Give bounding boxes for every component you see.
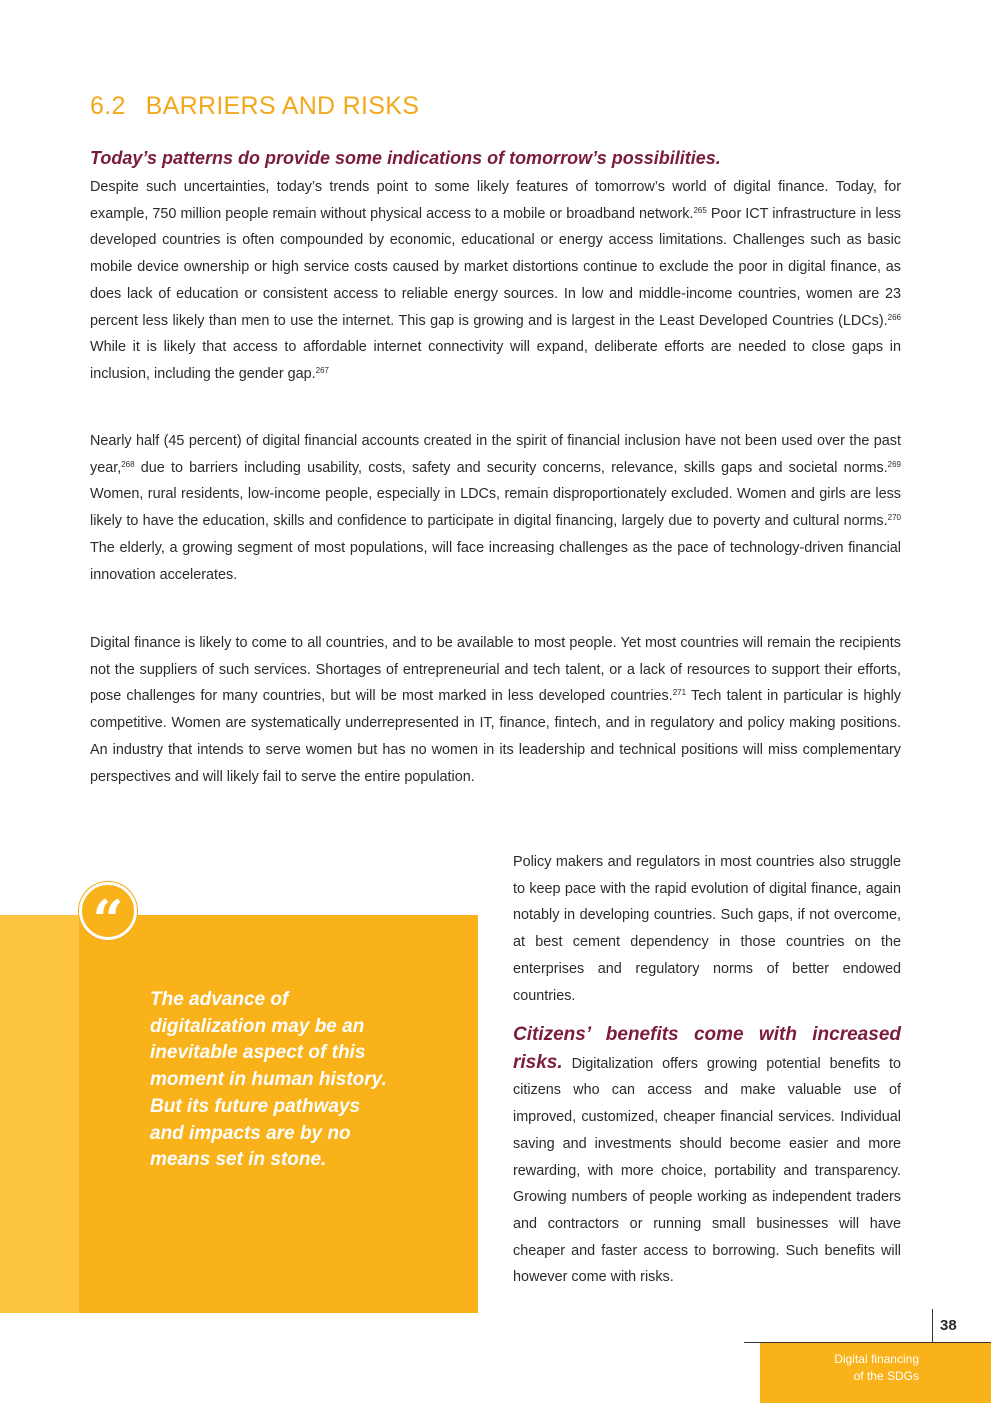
section-number: 6.2: [90, 92, 126, 120]
subheading: Today’s patterns do provide some indications of tomorrow’s possibilities.: [90, 148, 721, 168]
paragraph-2: Nearly half (45 percent) of digital financial accounts created in the spirit of financial inclusion have not been used over the past year,$^{268}$ due to barriers including usability, costs, safety and security concerns, relevance, skills gaps and societal norms.$^{269}$ Women, rural residents, low-income people, especially in LDCs, remain disproportionately excluded. Women and girls are less likely to have the education, skills and confidence to participate in digital financing, largely due to poverty and cultural norms.$^{270}$ The elderly, a growing segment of most populations, will face increasing challenges as the pace of technology-driven financial innovation accelerates.: [90, 433, 901, 583]
paragraph-3: Digital finance is likely to come to all countries, and to be available to most people. Yet most countries will remain the recipients not the suppliers of such services. Shortages of entrepreneurial and tech talent, or a lack of resources to support their efforts, pose challenges for many countries, but will be most marked in less developed countries.$^{271}$ Tech talent in particular is highly competitive. Women are systematically underrepresented in IT, finance, fintech, and in regulatory and policy making positions. An industry that intends to serve women but has no women in its leadership and technical positions will miss complementary perspectives and will likely fail to serve the entire population.: [90, 635, 902, 785]
paragraph-4: Policy makers and regulators in most countries also struggle to keep pace with the rapid evolution of digital finance, again notably in developing countries. Such gaps, if not overcome, at best cement dependency in those countries on the enterprises and regulatory norms of better endowed countries.: [513, 854, 901, 1004]
footnote-ref: 269: [887, 459, 901, 469]
footnote-ref: 270: [887, 513, 901, 523]
paragraph-lead: Citizens’ benefits come with increased risks.: [513, 1024, 901, 1073]
page-number: 38: [940, 1317, 957, 1334]
quote-mark-icon: “: [79, 882, 137, 940]
section-heading: [90, 92, 419, 121]
paragraph-5: Citizens’ benefits come with increased risks. Digitalization offers growing potential benefits to citizens who can access and make valuable use of improved, customized, cheaper financial services. Individual saving and investments should become easier and more rewarding, with more choice, portability and transparency. Growing numbers of people working as independent traders and contractors or running small businesses will have cheaper and faster access to borrowing. Such benefits will however come with risks.: [513, 1024, 901, 1286]
footnote-ref: 268: [121, 459, 135, 469]
pull-quote: The advance of digitalization may be an inevitable aspect of this moment in human history. But its future pathways and impacts are by no means set in stone.: [150, 989, 387, 1171]
footnote-ref: 265: [693, 205, 707, 215]
section-title: BARRIERS AND RISKS: [145, 92, 420, 120]
footnote-ref: 271: [672, 688, 687, 698]
footnote-ref: 267: [315, 365, 329, 375]
footer-label: Digital financing of the SDGs: [834, 1352, 919, 1383]
footnote-ref: 266: [887, 312, 901, 322]
quote-panel-stripe: [0, 915, 79, 1313]
paragraph-1: Despite such uncertainties, today’s trends point to some likely features of tomorrow’s world of digital finance. Today, for example, 750 million people remain without physical access to a mobile or broadband network.$^{265}$ Poor ICT infrastructure in less developed countries is often compounded by economic, educational or energy access limitations. Challenges such as basic mobile device ownership or high service costs caused by market distortions continue to exclude the poor in digital finance, as does lack of education or consistent access to reliable energy sources. In low and middle-income countries, women are 23 percent less likely than men to use the internet. This gap is growing and is largest in the Least Developed Countries (LDCs).$^{266}$ While it is likely that access to affordable internet connectivity will expand, deliberate efforts are needed to close gaps in inclusion, including the gender gap.$^{267}$: [90, 179, 902, 382]
